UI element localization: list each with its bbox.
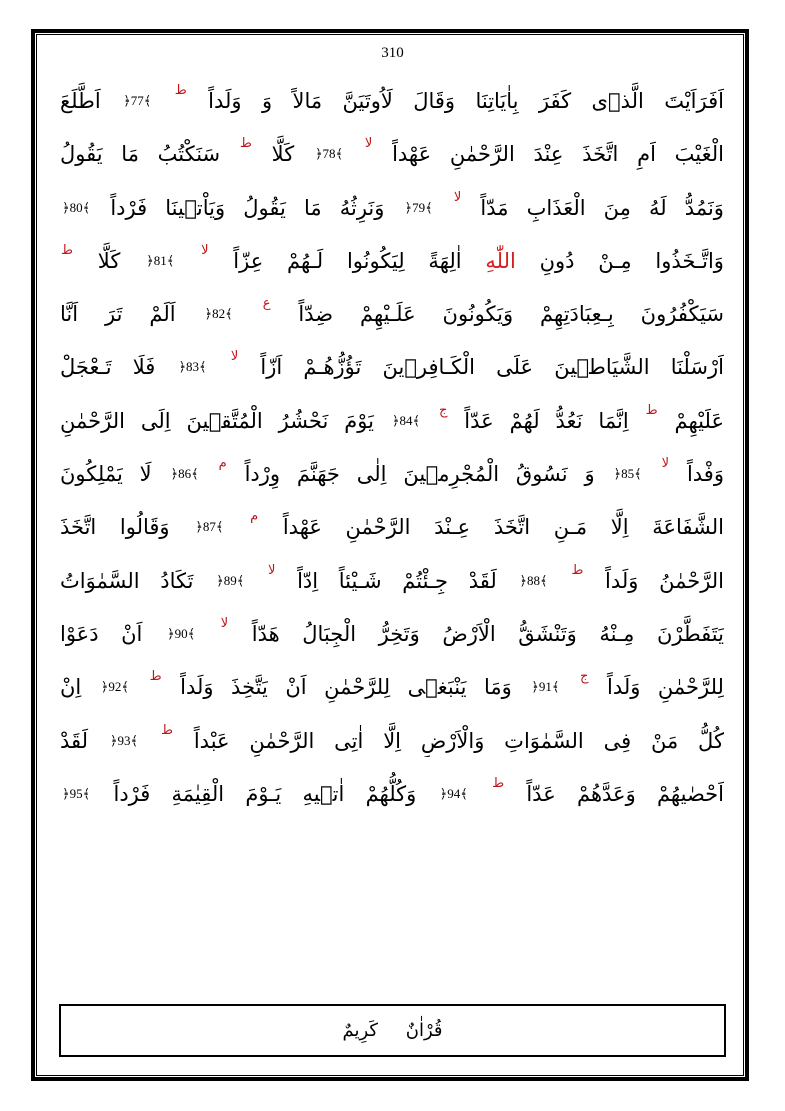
ayah-number-marker: ﴿90﴾ xyxy=(166,625,196,641)
pause-mark: لا xyxy=(364,136,373,152)
verse-text: الشَّفَاعَةَ اِلَّا مَـنِ اتَّخَذَ عِـنْدَ الرَّحْمٰنِ عَهْداً xyxy=(282,515,724,540)
verse-text: اَحْصٰيهُمْ وَعَدَّهُمْ عَدّاً xyxy=(526,781,724,806)
pause-mark: ط xyxy=(160,722,173,738)
ayah-number-marker: ﴿86﴾ xyxy=(170,466,199,482)
footer-title: قُرْاٰنٌ كَرِيمٌ xyxy=(342,1020,443,1041)
pause-mark: م xyxy=(250,509,259,525)
verse-text: اٰلِهَةً لِيَكُونُوا لَـهُمْ عِزّاً xyxy=(233,248,462,273)
verse-text: وَنَرِثُهُ مَا يَقُولُ وَيَاْت۪ينَا فَرْداً xyxy=(110,195,385,220)
text-line xyxy=(60,224,724,277)
ayah-number-marker: ﴿93﴾ xyxy=(109,732,139,748)
ayah-number-marker: ﴿95﴾ xyxy=(62,785,91,801)
pause-mark: ط xyxy=(149,669,162,685)
text-line xyxy=(60,171,724,224)
text-line xyxy=(60,650,724,703)
ayah-number-marker: ﴿78﴾ xyxy=(314,146,344,162)
pause-mark: ط xyxy=(571,562,584,578)
verse-text: لِلرَّحْمٰنِ وَلَداً xyxy=(606,675,724,700)
pause-mark: لا xyxy=(230,349,239,365)
ayah-number-marker: ﴿83﴾ xyxy=(178,359,207,375)
text-line xyxy=(60,437,724,490)
verse-text: اَلَمْ تَرَ اَنَّا xyxy=(60,302,176,327)
text-line xyxy=(60,757,724,810)
pause-mark: ط xyxy=(492,775,505,791)
verse-text: وَكُلُّهُمْ اٰت۪يهِ يَـوْمَ الْقِيٰمَةِ فَرْداً xyxy=(113,781,417,806)
text-line xyxy=(60,384,724,437)
verse-text: سَيَكْفُرُونَ بِـعِبَادَتِهِمْ وَيَكُونُونَ عَلَـيْهِمْ ضِدّاً xyxy=(298,302,724,327)
ayah-number-marker: ﴿87﴾ xyxy=(195,519,224,535)
pause-mark: ط xyxy=(239,136,252,152)
pause-mark: لا xyxy=(201,242,209,258)
ayah-number-marker: ﴿94﴾ xyxy=(439,785,468,801)
text-line xyxy=(60,277,724,330)
pause-mark: لا xyxy=(661,456,670,472)
verse-text: يَوْمَ نَحْشُرُ الْمُتَّق۪ينَ اِلَى الرَّحْمٰنِ xyxy=(60,408,374,433)
verse-text: فَلَا تَـعْجَلْ xyxy=(60,355,156,380)
pause-mark: لا xyxy=(268,562,276,578)
verse-text: اِنْ xyxy=(60,675,82,700)
pause-mark: لا xyxy=(453,189,462,205)
verse-text: وَقَالُوا اتَّخَذَ xyxy=(60,515,170,540)
text-line xyxy=(60,704,724,757)
text-line xyxy=(60,490,724,543)
verse-text: كَلَّا xyxy=(97,248,121,273)
pause-mark: ع xyxy=(262,296,271,312)
verse-text: اِنَّمَا نَعُدُّ لَهُمْ عَدّاً xyxy=(464,408,629,433)
verse-text: اَطَّلَعَ xyxy=(60,89,101,113)
verse-text: الْغَيْبَ اَمِ اتَّخَذَ عِنْدَ الرَّحْمٰنِ عَهْداً xyxy=(392,142,724,167)
verse-text: عَلَيْهِمْ xyxy=(674,408,724,433)
verse-text: لَقَدْ xyxy=(60,728,89,753)
verse-text: وَمَا يَنْبَغ۪ى لِلرَّحْمٰنِ اَنْ يَتَّخِذَ وَلَداً xyxy=(180,675,512,700)
ayah-number-marker: ﴿82﴾ xyxy=(204,306,233,322)
text-line xyxy=(60,64,724,117)
ayah-number-marker: ﴿91﴾ xyxy=(531,679,560,695)
verse-text: كُلُّ مَنْ فِى السَّمٰوَاتِ وَالْاَرْضِ اِلَّا اٰتِى الرَّحْمٰنِ عَبْداً xyxy=(193,728,724,753)
ayah-number-marker: ﴿84﴾ xyxy=(391,412,421,428)
verse-text: وَنَمُدُّ لَهُ مِنَ الْعَذَابِ مَدّاً xyxy=(480,195,724,220)
text-line xyxy=(60,544,724,597)
text-line xyxy=(60,597,724,650)
pause-mark: ط xyxy=(174,83,187,98)
verse-text: الرَّحْمٰنُ وَلَداً xyxy=(605,568,724,593)
text-line xyxy=(60,117,724,170)
pause-mark: ج xyxy=(438,402,448,418)
pause-mark: لا xyxy=(220,615,229,631)
pause-mark: ط xyxy=(61,242,74,258)
pause-mark: ط xyxy=(645,402,658,418)
footer-title-box xyxy=(59,1004,726,1057)
quran-text-block xyxy=(60,64,724,810)
verse-text: اَرْسَلْنَا الشَّيَاط۪ينَ عَلَى الْكَـافِر۪ينَ تَؤُزُّهُـمْ اَزّاً xyxy=(260,355,724,380)
ayah-number-marker: ﴿77﴾ xyxy=(123,93,152,108)
verse-text: تَكَادُ السَّمٰوَاتُ xyxy=(60,568,194,593)
verse-text: لَقَدْ جِـئْتُمْ شَـيْئاً اِدّاً xyxy=(297,568,497,593)
pause-mark: م xyxy=(218,456,227,472)
text-line xyxy=(60,330,724,383)
ayah-number-marker: ﴿85﴾ xyxy=(613,466,642,482)
ayah-number-marker: ﴿89﴾ xyxy=(216,572,245,588)
ayah-number-marker: ﴿88﴾ xyxy=(519,572,548,588)
verse-text: يَتَفَطَّرْنَ مِـنْهُ وَتَنْشَقُّ الْاَرْضُ وَتَخِرُّ الْجِبَالُ هَدّاً xyxy=(251,621,724,646)
verse-text: كَلَّا xyxy=(271,142,295,167)
pause-mark: ج xyxy=(580,669,589,685)
ayah-number-marker: ﴿92﴾ xyxy=(100,679,130,695)
page-number: 310 xyxy=(381,45,404,61)
ayah-number-marker: ﴿80﴾ xyxy=(62,199,91,215)
verse-text: وَاتَّـخَذُوا مِـنْ دُونِ xyxy=(539,248,724,273)
verse-text: وَفْداً xyxy=(686,462,724,487)
verse-text: لَا يَمْلِكُونَ xyxy=(60,462,152,487)
verse-text: اَفَرَاَيْتَ الَّذ۪ى كَفَرَ بِاٰيَاتِنَا وَقَالَ لَاُوتَيَنَّ مَالاً وَ وَلَداً xyxy=(208,89,724,113)
verse-text: سَنَكْتُبُ مَا يَقُولُ xyxy=(60,142,221,167)
verse-text: وَ نَسُوقُ الْمُجْرِم۪ينَ اِلٰى جَهَنَّمَ وِرْداً xyxy=(244,462,595,487)
ayah-number-marker: ﴿81﴾ xyxy=(146,252,175,268)
divine-name: اللّٰهِ xyxy=(485,248,516,273)
verse-text: اَنْ دَعَوْا xyxy=(60,621,143,646)
ayah-number-marker: ﴿79﴾ xyxy=(404,199,433,215)
